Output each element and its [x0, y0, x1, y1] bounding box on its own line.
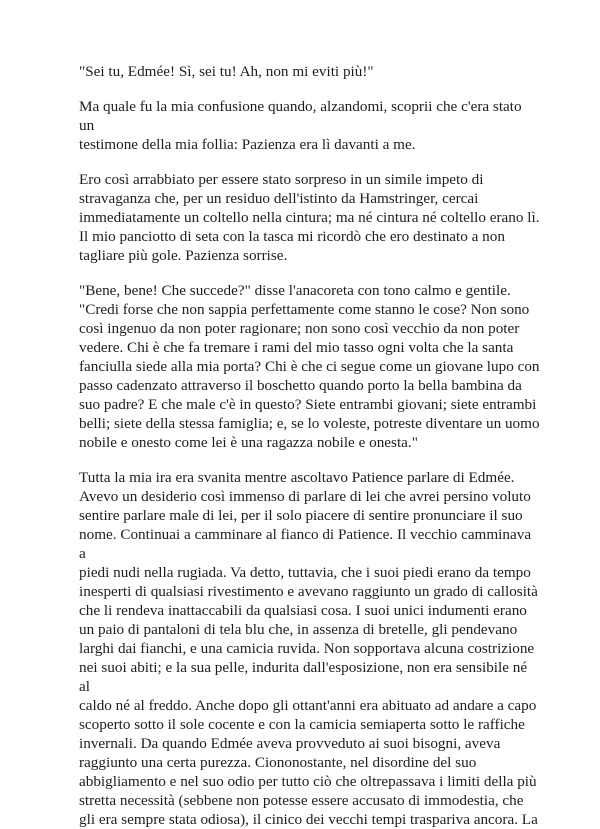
- paragraph-3: Ero così arrabbiato per essere stato sorpreso in un simile impeto di stravaganza che, per un residuo dell'istinto da Hamstringer, cercai immediatamente un coltello nella cintura; ma né cintura né coltello erano lì. Il mio panciotto di seta con la tasca mi ricordò che ero destinato a non tagliare più gole. Pazienza sorrise.: [79, 171, 540, 264]
- paragraph-2: Ma quale fu la mia confusione quando, alzandomi, scoprii che c'era stato un testimone della mia follia: Pazienza era lì davanti a me.: [79, 98, 522, 153]
- paragraph-5: Tutta la mia ira era svanita mentre ascoltavo Patience parlare di Edmée. Avevo un desiderio così immenso di parlare di lei che avrei persino voluto sentire parlare male di lei, per il solo piacere di sentire pronunciare il suo nome. Continuai a camminare al fianco di Patience. Il vecchio camminava a piedi nudi nella rugiada. Va detto, tuttavia, che i suoi piedi erano da tempo inesperti di qualsiasi rivestimento e avevano raggiunto un grado di callosità che li rendeva inattaccabili da qualsiasi cosa. I suoi unici indumenti erano un paio di pantaloni di tela blu che, in assenza di bretelle, gli pendevano larghi dai fianchi, e una camicia ruvida. Non sopportava alcuna costrizione nei suoi abiti; e la sua pelle, indurita dall'esposizione, non era sensibile né al caldo né al freddo. Anche dopo gli ottant'anni era abituato ad andare a capo scoperto sotto il sole cocente e con la camicia semiaperta sotto le raffiche invernali. Da quando Edmée aveva provveduto ai suoi bisogni, aveva raggiunto una certa purezza. Ciononostante, nel disordine del suo abbigliamento e nel suo odio per tutto ciò che oltrepassava i limiti della più stretta necessità (sebbene non potesse essere accusato di immodestia, che gli era sempre stata odiosa), il cinico dei vecchi tempi traspariva ancora. La: [79, 469, 538, 828]
- paragraph-1: "Sei tu, Edmée! Sì, sei tu! Ah, non mi eviti più!": [79, 63, 374, 80]
- paragraph-4: "Bene, bene! Che succede?" disse l'anacoreta con tono calmo e gentile. "Credi forse che non sappia perfettamente come stanno le cose? Non sono così ingenuo da non poter ragionare; non sono così vecchio da non poter vedere. Chi è che fa tremare i rami del mio tasso ogni volta che la santa fanciulla siede alla mia porta? Chi è che ci segue come un giovane lupo con passo cadenzato attraverso il boschetto quando porto la bella bambina da suo padre? E che male c'è in questo? Siete entrambi giovani; siete entrambi belli; siete della stessa famiglia; e, se lo voleste, potreste diventare un uomo nobile e onesto come lei è una ragazza nobile e onesta.": [79, 282, 540, 451]
